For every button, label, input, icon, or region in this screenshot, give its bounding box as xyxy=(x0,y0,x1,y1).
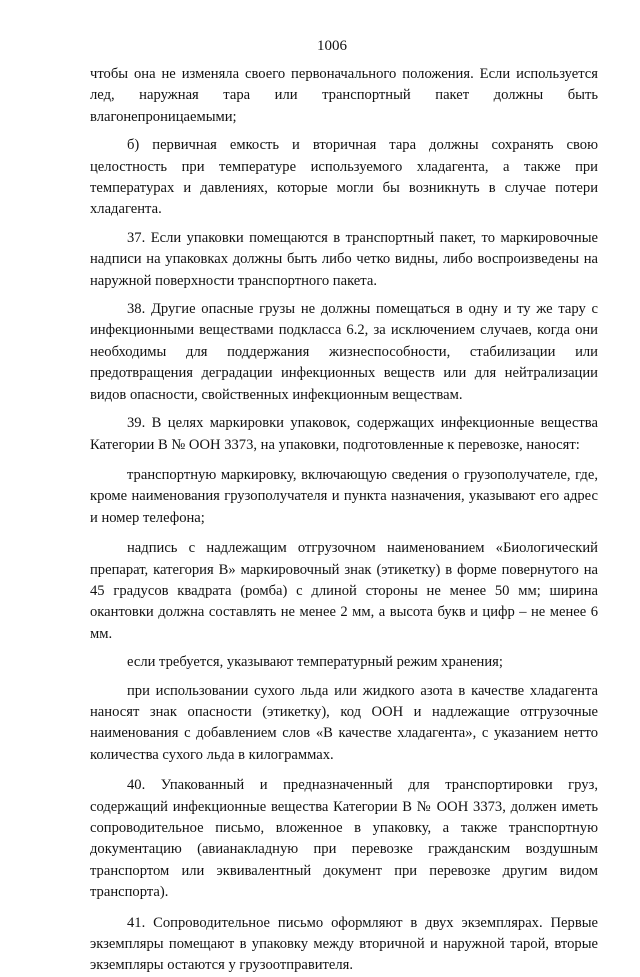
paragraph-39-temperature: если требуется, указывают температурный режим хранения; xyxy=(127,654,503,671)
paragraph-continuation: чтобы она не изменяла своего первоначального положения. Если используется лед, наружная тара или транспортный пакет должны быть влагонепроницаемыми; xyxy=(90,66,598,125)
paragraph-41: 41. Сопроводительное письмо оформляют в двух экземплярах. Первые экземпляры помещают в упаковку между вторичной и наружной тарой, вторые экземпляры остаются у грузоотправителя. xyxy=(90,914,598,974)
paragraph-40: 40. Упакованный и предназначенный для транспортировки груз, содержащий инфекционные вещества Категории В № ООН 3373, должен иметь сопроводительное письмо, вложенное в упаковку, а также транспортную документацию (авианакладную при перевозке гражданским воздушным транспортом или эквивалентный документ при перевозке другим видом транспорта). xyxy=(90,777,598,901)
paragraph-39: 39. В целях маркировки упаковок, содержащих инфекционные вещества Категории В № ООН 3373, на упаковки, подготовленные к перевозке, наносят: xyxy=(90,415,598,453)
paragraph-39-transport-marking: транспортную маркировку, включающую сведения о грузополучателе, где, кроме наименования грузополучателя и пункта назначения, указывают его адрес и номер телефона; xyxy=(90,466,598,526)
document-body xyxy=(90,64,598,977)
paragraph-37: 37. Если упаковки помещаются в транспортный пакет, то маркировочные надписи на упаковках должны быть либо четко видны, либо воспроизведены на наружной поверхности транспортного пакета. xyxy=(90,229,598,289)
paragraph-39-label: надпись с надлежащим отгрузочном наименованием «Биологический препарат, категория В» маркировочный знак (этикетку) в форме повернутого на 45 градусов квадрата (ромба) с длиной стороны не менее 50 мм; ширина окантовки должна составлять не менее 2 мм, а высота букв и цифр – не менее 6 мм. xyxy=(90,540,598,642)
paragraph-39-coolant: при использовании сухого льда или жидкого азота в качестве хладагента наносят знак опасности (этикетку), код ООН и надлежащие отгрузочные наименования с добавлением слов «В качестве хладагента», с указанием нетто количества сухого льда в килограммах. xyxy=(90,682,598,763)
paragraph-item-b: б) первичная емкость и вторичная тара должны сохранять свою целостность при температуре используемого хладагента, а также при температурах и давлениях, которые могли бы возникнуть в случае потери хладагента. xyxy=(90,137,598,218)
page-number: 1006 xyxy=(317,38,347,54)
paragraph-38: 38. Другие опасные грузы не должны помещаться в одну и ту же тару с инфекционными веществами подкласса 6.2, за исключением случаев, когда они необходимы для поддержания жизнеспособности, стабилизации или предотвращения деградации инфекционных веществ или для нейтрализации видов опасности, свойственных инфекционным веществам. xyxy=(90,301,598,403)
